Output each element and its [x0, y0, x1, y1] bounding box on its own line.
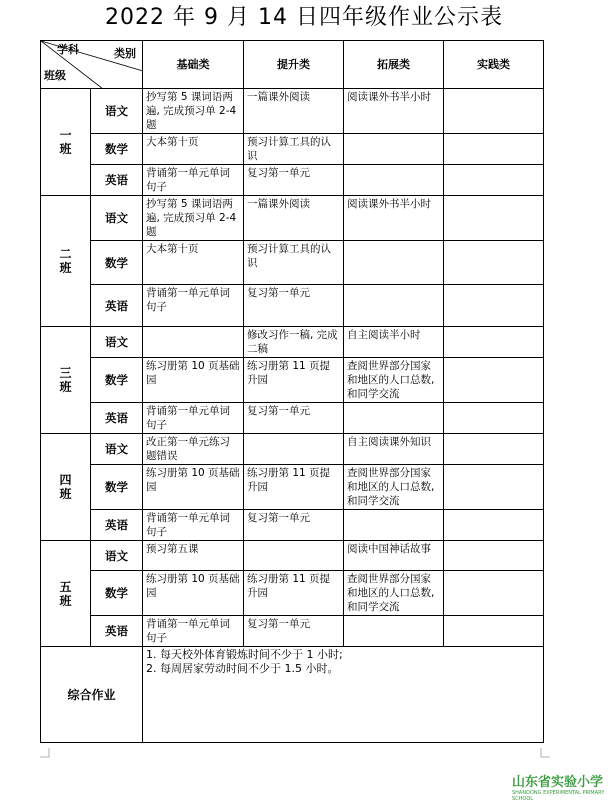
subject-cell: 数学	[91, 571, 143, 616]
summary-label: 综合作业	[41, 647, 143, 743]
practice-cell	[444, 510, 544, 541]
header-category: 类别	[114, 47, 136, 60]
table-row	[41, 327, 544, 358]
basic-cell: 背诵第一单元单词句子	[143, 165, 244, 196]
header-row	[41, 41, 544, 89]
page-title: 2022 年 9 月 14 日四年级作业公示表	[105, 5, 503, 30]
basic-cell: 大本第十页	[143, 134, 244, 165]
practice-cell	[444, 89, 544, 134]
basic-cell: 抄写第 5 课词语两遍, 完成预习单 2-4 题	[143, 89, 244, 134]
subject-cell: 数学	[91, 358, 143, 403]
basic-cell: 练习册第 10 页基础园	[143, 465, 244, 510]
class-name-cell: 二 班	[41, 196, 91, 327]
subject-cell: 英语	[91, 165, 143, 196]
table-row	[41, 285, 544, 327]
extend-cell	[344, 403, 444, 434]
summary-content	[143, 647, 544, 743]
subject-cell: 英语	[91, 510, 143, 541]
subject-cell: 数学	[91, 241, 143, 285]
improve-cell: 练习册第 11 页提升园	[244, 465, 344, 510]
table-row	[41, 165, 544, 196]
table-row	[41, 541, 544, 571]
improve-cell: 修改习作一稿, 完成二稿	[244, 327, 344, 358]
table-row	[41, 616, 544, 647]
table-row	[41, 571, 544, 616]
class-name-cell: 一 班	[41, 89, 91, 196]
table-row	[41, 510, 544, 541]
class-name-cell: 五 班	[41, 541, 91, 647]
homework-table	[40, 40, 544, 743]
improve-cell: 预习计算工具的认识	[244, 134, 344, 165]
extend-cell: 自主阅读半小时	[344, 327, 444, 358]
improve-cell	[244, 541, 344, 571]
subject-cell: 数学	[91, 465, 143, 510]
summary-item: 2. 每周居家劳动时间不少于 1.5 小时。	[146, 662, 339, 675]
diagonal-header-cell	[41, 41, 143, 89]
basic-cell: 练习册第 10 页基础园	[143, 358, 244, 403]
table-row	[41, 434, 544, 465]
extend-cell: 阅读课外书半小时	[344, 196, 444, 241]
corner-mark	[40, 748, 50, 758]
header-subject: 学科	[57, 43, 79, 56]
improve-cell: 预习计算工具的认识	[244, 241, 344, 285]
extend-cell: 自主阅读课外知识	[344, 434, 444, 465]
subject-cell: 语文	[91, 327, 143, 358]
basic-cell: 背诵第一单元单词句子	[143, 285, 244, 327]
logo-text-cn: 山东省实验小学	[512, 775, 604, 790]
subject-cell: 英语	[91, 616, 143, 647]
table-row	[41, 196, 544, 241]
table-row	[41, 465, 544, 510]
practice-cell	[444, 134, 544, 165]
header-extend: 拓展类	[344, 41, 444, 89]
logo-text-en: SHANDONG EXPERIMENTAL PRIMARY SCHOOL	[512, 790, 605, 802]
basic-cell	[143, 327, 244, 358]
improve-cell: 一篇课外阅读	[244, 196, 344, 241]
practice-cell	[444, 403, 544, 434]
basic-cell: 抄写第 5 课词语两遍, 完成预习单 2-4 题	[143, 196, 244, 241]
extend-cell	[344, 616, 444, 647]
header-class: 班级	[44, 69, 66, 82]
extend-cell: 查阅世界部分国家和地区的人口总数, 和同学交流	[344, 358, 444, 403]
summary-row	[41, 647, 544, 743]
improve-cell: 练习册第 11 页提升园	[244, 571, 344, 616]
basic-cell: 大本第十页	[143, 241, 244, 285]
extend-cell	[344, 165, 444, 196]
extend-cell	[344, 510, 444, 541]
basic-cell: 练习册第 10 页基础园	[143, 571, 244, 616]
practice-cell	[444, 616, 544, 647]
subject-cell: 语文	[91, 89, 143, 134]
extend-cell: 阅读中国神话故事	[344, 541, 444, 571]
basic-cell: 预习第五课	[143, 541, 244, 571]
extend-cell: 阅读课外书半小时	[344, 89, 444, 134]
subject-cell: 语文	[91, 541, 143, 571]
subject-cell: 数学	[91, 134, 143, 165]
table-row	[41, 358, 544, 403]
subject-cell: 英语	[91, 285, 143, 327]
basic-cell: 背诵第一单元单词句子	[143, 403, 244, 434]
practice-cell	[444, 241, 544, 285]
practice-cell	[444, 358, 544, 403]
table-row	[41, 403, 544, 434]
practice-cell	[444, 327, 544, 358]
practice-cell	[444, 165, 544, 196]
practice-cell	[444, 196, 544, 241]
improve-cell: 复习第一单元	[244, 510, 344, 541]
subject-cell: 英语	[91, 403, 143, 434]
table-row	[41, 241, 544, 285]
improve-cell: 一篇课外阅读	[244, 89, 344, 134]
table-row	[41, 134, 544, 165]
basic-cell: 背诵第一单元单词句子	[143, 616, 244, 647]
table-row	[41, 89, 544, 134]
improve-cell: 练习册第 11 页提升园	[244, 358, 344, 403]
class-name-cell: 四 班	[41, 434, 91, 541]
improve-cell: 复习第一单元	[244, 616, 344, 647]
practice-cell	[444, 434, 544, 465]
basic-cell: 背诵第一单元单词句子	[143, 510, 244, 541]
extend-cell	[344, 241, 444, 285]
improve-cell	[244, 434, 344, 465]
school-logo	[512, 775, 608, 802]
extend-cell	[344, 134, 444, 165]
subject-cell: 语文	[91, 434, 143, 465]
practice-cell	[444, 285, 544, 327]
improve-cell: 复习第一单元	[244, 165, 344, 196]
header-practice: 实践类	[444, 41, 544, 89]
practice-cell	[444, 541, 544, 571]
practice-cell	[444, 571, 544, 616]
summary-item: 1. 每天校外体育锻炼时间不少于 1 小时;	[146, 648, 343, 661]
corner-mark	[540, 748, 550, 758]
header-improve: 提升类	[244, 41, 344, 89]
subject-cell: 语文	[91, 196, 143, 241]
extend-cell: 查阅世界部分国家和地区的人口总数, 和同学交流	[344, 571, 444, 616]
basic-cell: 改正第一单元练习题错误	[143, 434, 244, 465]
extend-cell	[344, 285, 444, 327]
extend-cell: 查阅世界部分国家和地区的人口总数, 和同学交流	[344, 465, 444, 510]
improve-cell: 复习第一单元	[244, 403, 344, 434]
practice-cell	[444, 465, 544, 510]
class-name-cell: 三 班	[41, 327, 91, 434]
header-basic: 基础类	[143, 41, 244, 89]
improve-cell: 复习第一单元	[244, 285, 344, 327]
